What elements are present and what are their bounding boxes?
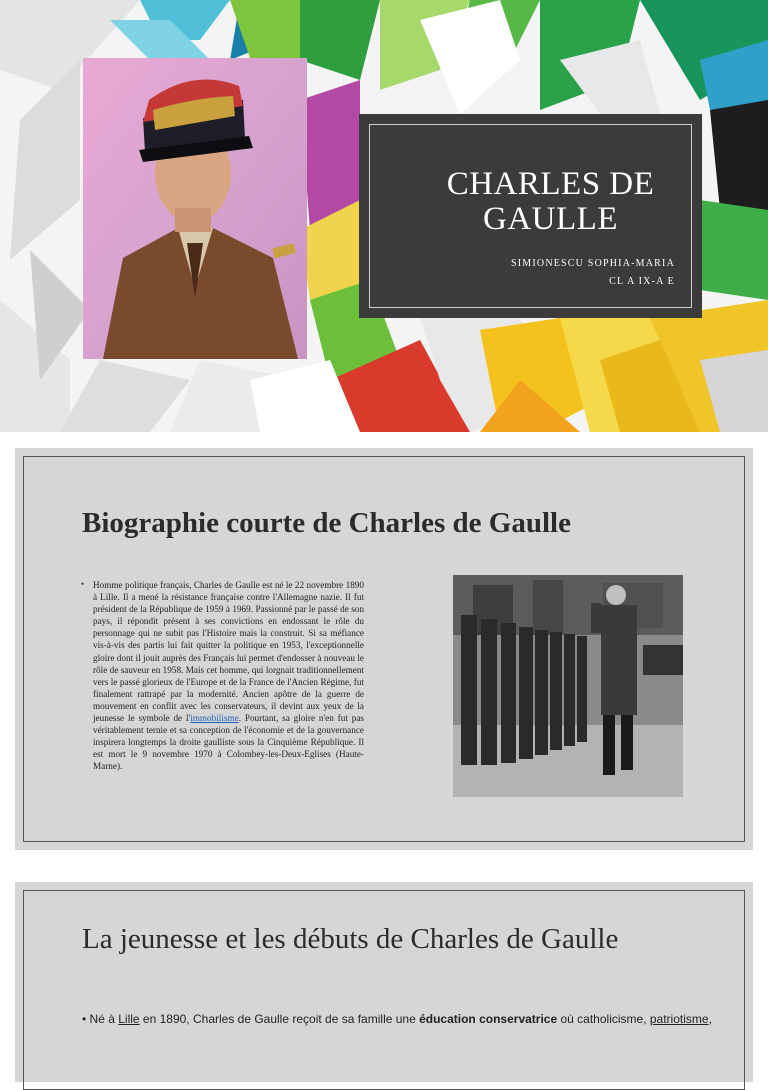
- slide-frame: [23, 456, 745, 842]
- author-name: SIMIONESCU SOPHIA-MARIA: [510, 258, 675, 269]
- subtitle-block: [511, 255, 675, 291]
- emphasis-text: éducation conservatrice: [419, 1012, 558, 1026]
- slide-title: Biographie courte de Charles de Gaulle: [82, 507, 571, 539]
- title-slide: [0, 0, 768, 432]
- biography-slide: [15, 448, 753, 850]
- class-label: CL A IX-A E: [609, 276, 675, 287]
- bullet-icon: •: [82, 1012, 90, 1026]
- slide-title: La jeunesse et les débuts de Charles de Gaulle: [82, 923, 619, 955]
- title-box: [359, 114, 702, 318]
- title-frame: [369, 124, 692, 308]
- youth-slide: [15, 882, 753, 1082]
- bullet-icon: •: [81, 579, 85, 589]
- slide-frame: [23, 890, 745, 1090]
- parade-photo: [453, 575, 683, 797]
- bullet-item: [81, 579, 364, 773]
- patriotisme-link[interactable]: patriotisme: [649, 1012, 709, 1026]
- immobilisme-link[interactable]: immobilisme: [190, 713, 239, 724]
- portrait-photo: [83, 58, 307, 359]
- presentation-title: CHARLES DE GAULLE: [446, 166, 655, 237]
- lille-link[interactable]: Lille: [118, 1012, 140, 1026]
- youth-text: • Né à Lille en 1890, Charles de Gaulle reçoit de sa famille une éducation conservatrice où catholicisme, patriotisme,: [82, 1012, 712, 1026]
- biography-text: Homme politique français, Charles de Gaulle est né le 22 novembre 1890 à Lille. Il a mené la résistance française contre l'Allemagne nazie. Il fut président de la République de 1959 à 1969. Passionné par le passé de son pays, il répondit présent à ses convictions en endossant le rôle du personnage qui ne subit pas l'Histoire mais la construit. Si sa méfiance vis-à-vis des partis lui fait quitter la politique en 1953, l'exceptionnelle gloire dont il jouit auprès des Français lui permet d'endosser à nouveau le rôle de sauveur en 1958. Mais cet homme, qui lorgnait traditionnellement vers le passé glorieux de l'Europe et de la France de l'Ancien Régime, fut finalement rattrapé par la modernité. Ancien apôtre de la guerre de mouvement en conflit avec les conservateurs, il devint aux yeux de la jeunesse le symbole de l'immobilisme. Pourtant, sa gloire n'en fut pas véritablement ternie et sa conception de l'économie et de la gouvernance inspirera longtemps la droite gaulliste sous la Cinquième République. Il est mort le 9 novembre 1970 à Colombey-les-Deux-Eglises (Haute-Marne).: [93, 580, 364, 772]
